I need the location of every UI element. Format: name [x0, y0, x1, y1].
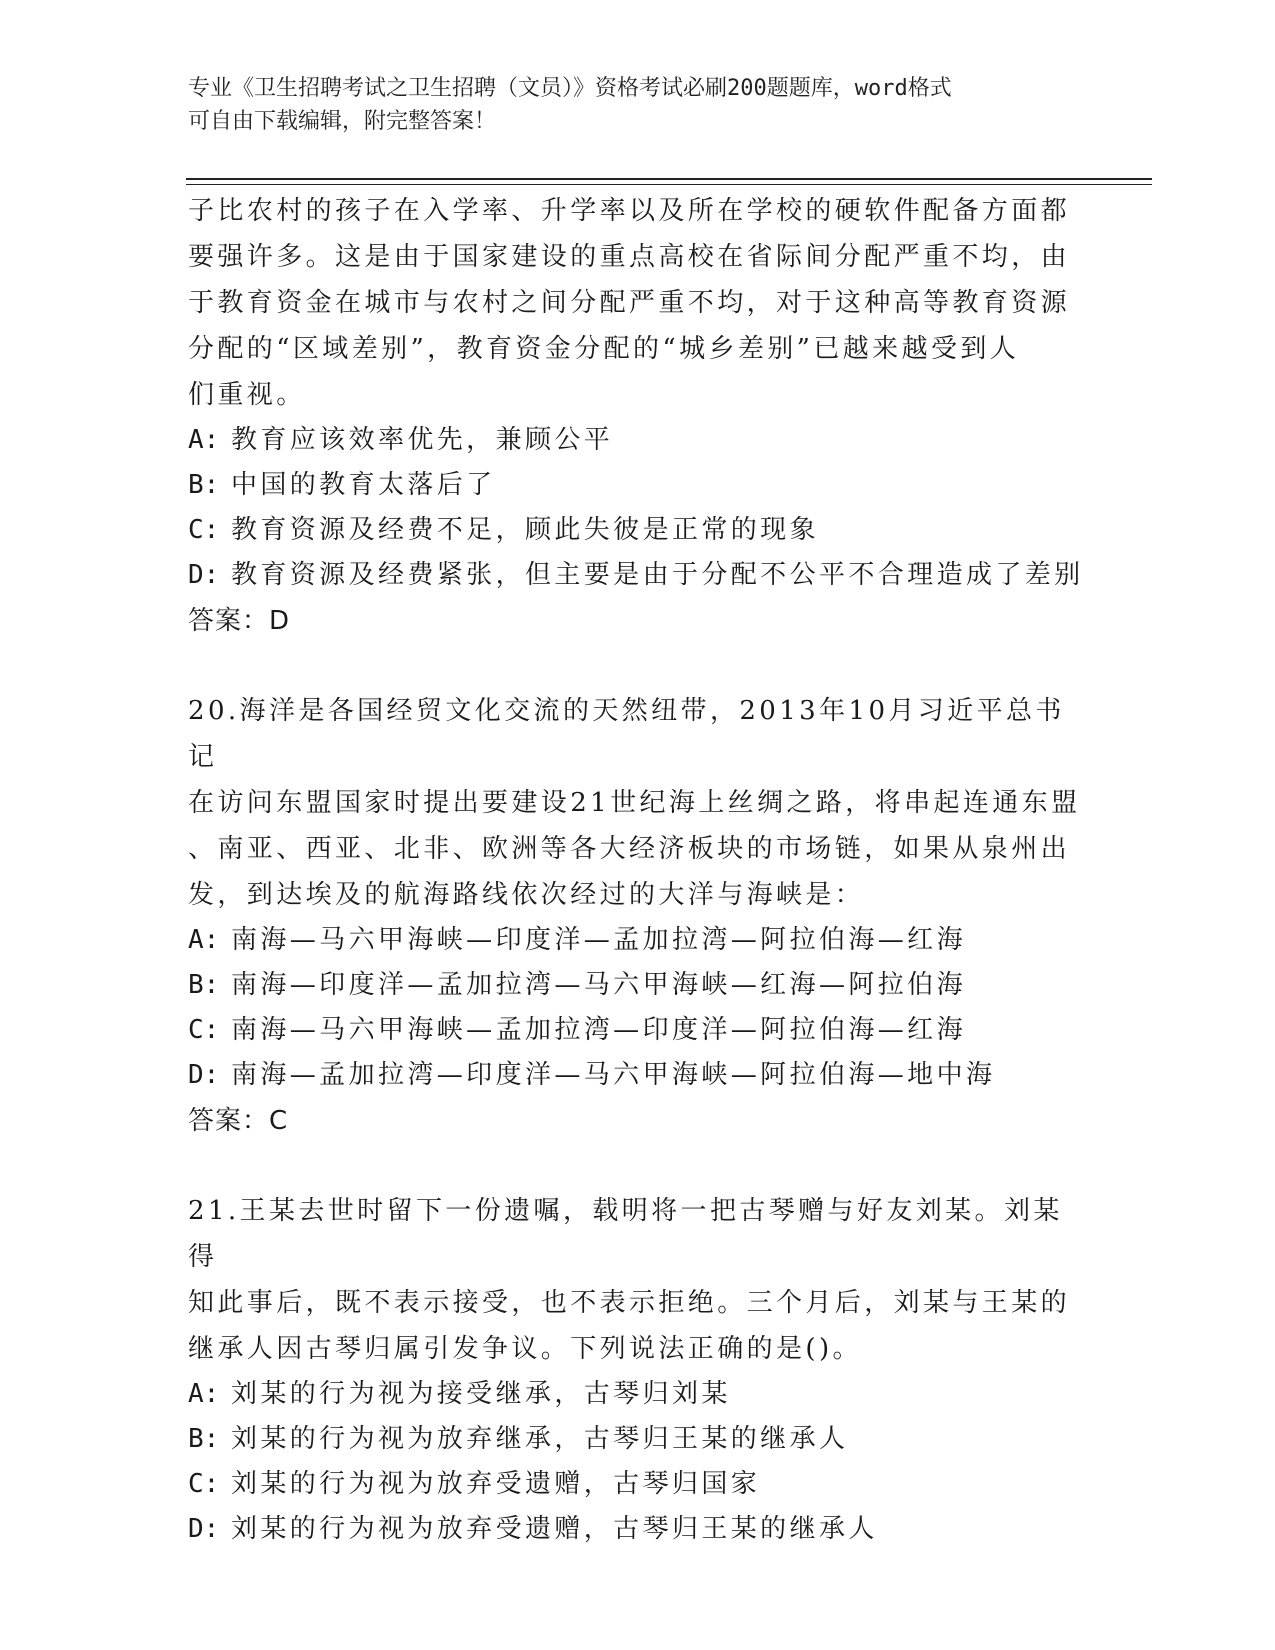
question-stem-line: 、南亚、西亚、北非、欧洲等各大经济板块的市场链，如果从泉州出	[188, 834, 1071, 864]
header-divider-thin	[186, 184, 1152, 185]
option-letter: A:	[188, 925, 220, 955]
option-d	[188, 1507, 1088, 1552]
question-stem-line: 21.王某去世时留下一份遗嘱，载明将一把古琴赠与好友刘某。刘某得	[188, 1196, 1063, 1272]
answer-line: 答案：C	[188, 1106, 289, 1136]
option-letter: A:	[188, 1379, 220, 1409]
option-letter: B:	[188, 1424, 220, 1454]
question-19	[188, 188, 1088, 644]
option-b	[188, 1417, 1088, 1462]
option-text: 刘某的行为视为放弃受遗赠，古琴归王某的继承人	[230, 1514, 878, 1544]
question-21	[188, 1188, 1088, 1552]
question-stem-line: 继承人因古琴归属引发争议。下列说法正确的是()。	[188, 1334, 862, 1364]
question-stem-line: 发，到达埃及的航海路线依次经过的大洋与海峡是：	[188, 880, 865, 910]
question-20	[188, 688, 1088, 1144]
option-letter: B:	[188, 970, 220, 1000]
question-stem-line: 们重视。	[188, 380, 306, 410]
header-line-2: 可自由下载编辑，附完整答案！	[188, 109, 497, 134]
option-letter: A:	[188, 425, 220, 455]
option-c	[188, 1462, 1088, 1507]
option-letter: C:	[188, 1469, 220, 1499]
option-text: 南海—印度洋—孟加拉湾—马六甲海峡—红海—阿拉伯海	[230, 970, 966, 1000]
header-line-1: 专业《卫生招聘考试之卫生招聘（文员）》资格考试必刷200题题库，word格式	[188, 76, 952, 101]
option-text: 教育资源及经费不足，顾此失彼是正常的现象	[230, 515, 819, 545]
option-c	[188, 508, 1088, 553]
question-stem-line: 分配的“区域差别”，教育资金分配的“城乡差别”已越来越受到人	[188, 334, 1020, 364]
option-b	[188, 463, 1088, 508]
page-content	[188, 188, 1088, 1552]
option-c	[188, 1008, 1088, 1053]
option-text: 中国的教育太落后了	[230, 470, 496, 500]
header-divider-thick	[186, 178, 1152, 180]
option-a	[188, 418, 1088, 463]
option-d	[188, 1053, 1088, 1098]
option-text: 教育应该效率优先，兼顾公平	[230, 425, 614, 455]
option-letter: D:	[188, 1514, 220, 1544]
option-text: 南海—马六甲海峡—印度洋—孟加拉湾—阿拉伯海—红海	[230, 925, 966, 955]
question-stem-line: 20.海洋是各国经贸文化交流的天然纽带，2013年10月习近平总书记	[188, 696, 1065, 772]
document-header	[188, 72, 1068, 138]
question-stem-line: 于教育资金在城市与农村之间分配严重不均，对于这种高等教育资源	[188, 288, 1071, 318]
option-text: 刘某的行为视为放弃继承，古琴归王某的继承人	[230, 1424, 849, 1454]
answer-line: 答案：D	[188, 606, 291, 636]
question-stem-line: 在访问东盟国家时提出要建设21世纪海上丝绸之路，将串起连通东盟	[188, 788, 1081, 818]
option-text: 教育资源及经费紧张，但主要是由于分配不公平不合理造成了差别	[230, 560, 1084, 590]
option-d	[188, 553, 1088, 598]
option-letter: B:	[188, 470, 220, 500]
option-letter: D:	[188, 560, 220, 590]
question-stem-line: 要强许多。这是由于国家建设的重点高校在省际间分配严重不均，由	[188, 242, 1071, 272]
question-stem-line: 知此事后，既不表示接受，也不表示拒绝。三个月后，刘某与王某的	[188, 1288, 1071, 1318]
option-text: 南海—孟加拉湾—印度洋—马六甲海峡—阿拉伯海—地中海	[230, 1060, 996, 1090]
option-letter: D:	[188, 1060, 220, 1090]
option-letter: C:	[188, 515, 220, 545]
option-text: 刘某的行为视为放弃受遗赠，古琴归国家	[230, 1469, 761, 1499]
option-text: 刘某的行为视为接受继承，古琴归刘某	[230, 1379, 731, 1409]
question-stem-line: 子比农村的孩子在入学率、升学率以及所在学校的硬软件配备方面都	[188, 196, 1071, 226]
option-a	[188, 918, 1088, 963]
option-letter: C:	[188, 1015, 220, 1045]
option-a	[188, 1372, 1088, 1417]
option-b	[188, 963, 1088, 1008]
option-text: 南海—马六甲海峡—孟加拉湾—印度洋—阿拉伯海—红海	[230, 1015, 966, 1045]
